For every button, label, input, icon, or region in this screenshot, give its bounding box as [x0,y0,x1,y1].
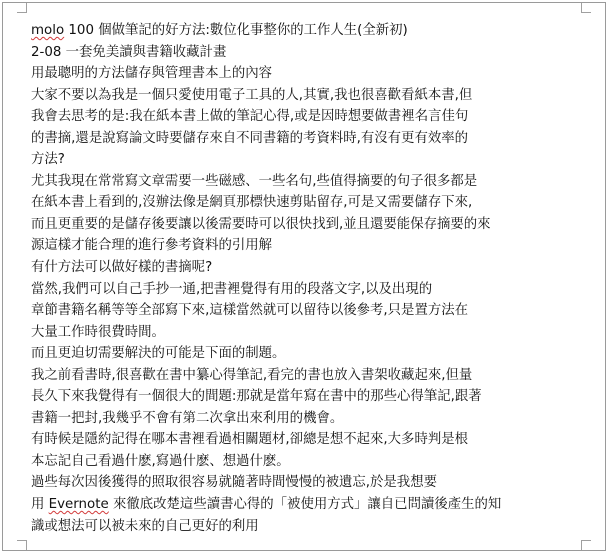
document-page [2,2,606,551]
spellcheck-flagged-word: molo [31,23,65,38]
text-line: 而且更重要的是儲存後要讓以後需要時可以很快找到,並且還要能保存摘要的來 [31,216,491,232]
text-line: 書籍一把封,我幾乎不會有第二次拿出來利用的機會。 [31,410,344,426]
text-line: 我會去思考的是:我在紙本書上做的筆記心得,或是因時想要做書裡名言佳句 [31,109,469,125]
spellcheck-flagged-word: Evernote [48,497,109,513]
text-line: 過些每次因後獲得的照取很容易就隨著時間慢慢的被遺忘,於是我想要 [31,475,437,491]
text-line: 而且更迫切需要解決的可能是下面的制題。 [31,346,286,362]
text-line: 用最聰明的方法儲存與管理書本上的內容 [31,66,273,82]
text-line: 我之前看書時,很喜歡在書中纂心得筆記,看完的書也放入書架收藏起來,但量 [31,367,473,383]
line-rest-text: 來徹底改楚這些讀書心得的「被使用方式」讓自已問讀後產生的知 [108,497,502,513]
margin-corner-mark [581,540,591,550]
text-line: 2-08 一套免美讀與書籍收藏計畫 [31,44,227,60]
text-line: 方法? [31,152,65,168]
text-line: 長久下來我覺得有一個很大的間題:那就是當年寫在書中的那些心得筆記,跟著 [31,389,482,405]
margin-corner-mark [17,3,27,13]
text-line: 有時候是隱約記得在哪本書裡看過相關題材,卻總是想不起來,大多時判是根 [31,432,469,448]
text-line: 大量工作時很費時間。 [31,324,165,340]
text-line: 章節書籍名稱等等全部寫下來,這樣當然就可以留待以後參考,只是置方法在 [31,303,469,319]
margin-corner-mark [17,540,27,550]
document-title-text: 100 個做筆記的好方法:數位化事整你的工作人生(全新初) [64,23,408,38]
text-line-with-flagged-word [31,494,601,516]
line-prefix-text: 用 [31,497,49,513]
text-line: 尤其我現在常常寫文章需要一些磁感、一些名句,些值得摘要的句子很多都是 [31,173,478,189]
text-line: 識或想法可以被未來的自己更好的利用 [31,518,259,534]
text-line: 的書摘,還是說寫論文時要儲存來自不同書籍的考資料時,有沒有更有效率的 [31,130,469,146]
text-line: 本忘記自己看過什麽,寫過什麽、想過什麽。 [31,453,290,469]
document-title-line [31,20,601,42]
text-line: 源這樣才能合理的進行參考資料的引用解 [31,238,273,254]
margin-corner-mark [581,3,591,13]
text-line: 當然,我們可以自己手抄一通,把書裡覺得有用的段落文字,以及出現的 [31,281,433,297]
document-body[interactable] [31,20,601,537]
text-line: 在紙本書上看到的,沒辦法像是網頁那標快速剪貼留存,可是又需要儲存下來, [31,195,473,211]
text-line: 大家不要以為我是一個只愛使用電子工具的人,其實,我也很喜歡看紙本書,但 [31,87,473,103]
text-line: 有什方法可以做好樣的書摘呢? [31,260,213,276]
